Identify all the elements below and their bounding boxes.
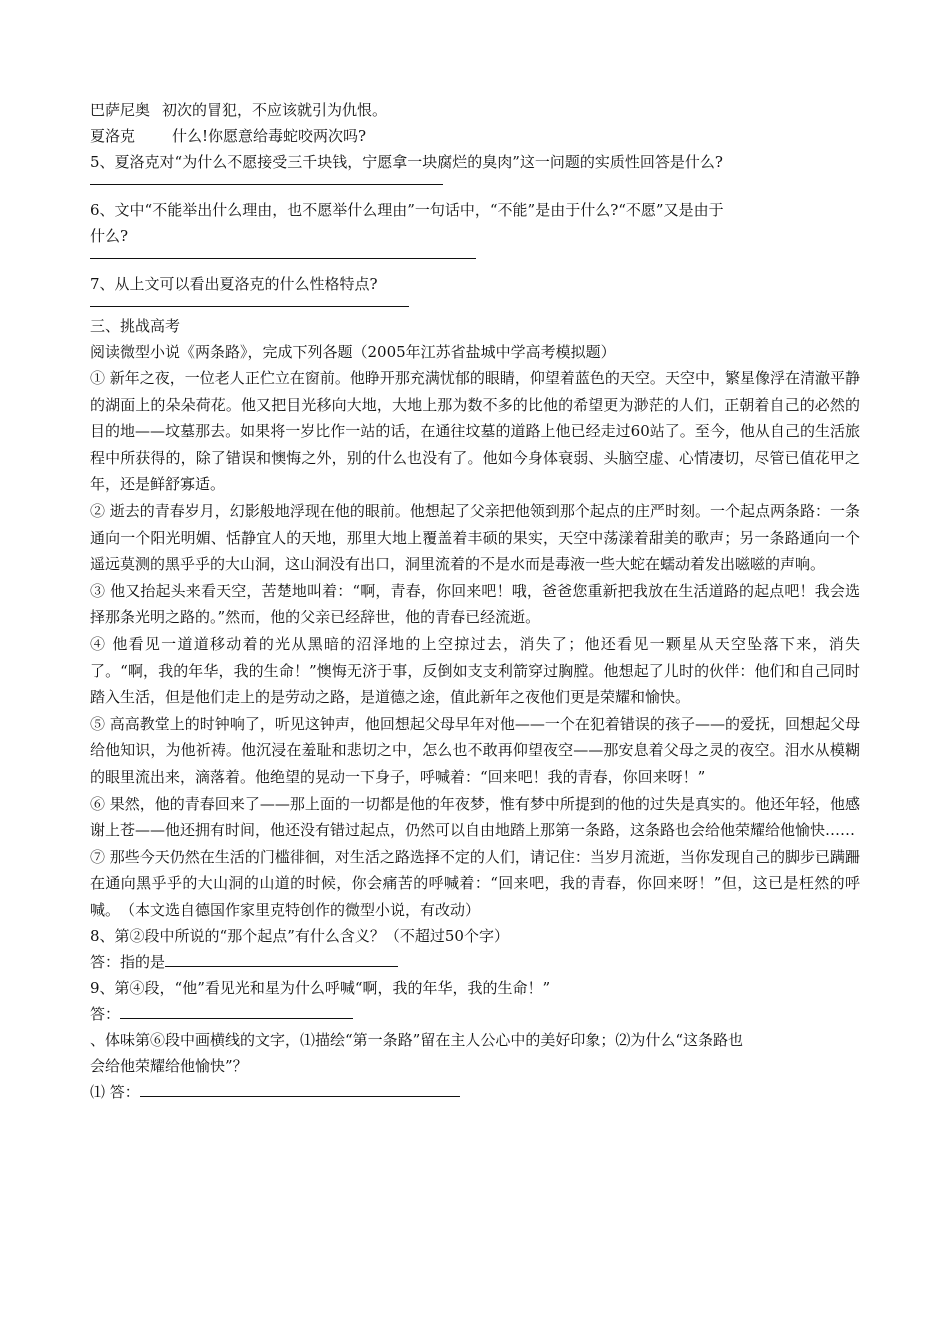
answer-prefix: 答：指的是 bbox=[90, 953, 166, 972]
dialogue-line-1 bbox=[90, 97, 860, 123]
section-title: 三、挑战高考 bbox=[90, 317, 181, 335]
question-10-line-1: 、体味第⑥段中画横线的文字，⑴描绘“第一条路”留在主人公心中的美好印象；⑵为什么“这条路也 bbox=[90, 1031, 744, 1050]
source-note: （本文选自德国作家里克特创作的微型小说，有改动） bbox=[127, 900, 481, 919]
question-6-line-1: 6、文中“不能举出什么理由，也不愿举什么理由”一句话中，“不能”是由于什么?“不愿”又是由于 bbox=[90, 201, 724, 219]
question-10-line-2: 会给他荣耀给他愉快”？ bbox=[90, 1057, 248, 1076]
paragraph-7-text: ⑦ 那些今天仍然在生活的门槛徘徊，对生活之路选择不定的人们，请记住：当岁月流逝，当你发现自己的脚步已蹒跚在通向黑乎乎的大山洞的山道的时候，你会痛苦的呼喊着：“回来吧，我的青春，你回来呀！”但，这已是枉然的呼喊。 bbox=[90, 847, 860, 919]
dialogue-text: 什么!你愿意给毒蛇咬两次吗? bbox=[172, 127, 367, 145]
speaker-name: 夏洛克 bbox=[90, 127, 136, 145]
dialogue-text: 初次的冒犯，不应该就引为仇恨。 bbox=[162, 101, 388, 119]
question-9: 9、第④段，“他”看见光和星为什么呼喊“啊，我的年华，我的生命！” bbox=[90, 979, 551, 998]
answer-line-q6[interactable] bbox=[90, 257, 476, 259]
answer-10 bbox=[90, 1079, 860, 1105]
paragraph-7 bbox=[90, 844, 860, 924]
question-5: 5、夏洛克对“为什么不愿接受三千块钱，宁愿拿一块腐烂的臭肉”这一问题的实质性回答是什么? bbox=[90, 153, 723, 171]
dialogue-line-2 bbox=[90, 123, 860, 149]
question-6-line-2: 什么? bbox=[90, 227, 129, 245]
answer-blank-q8[interactable] bbox=[165, 949, 398, 967]
question-8: 8、第②段中所说的“那个起点”有什么含义？（不超过50个字） bbox=[90, 927, 509, 946]
answer-line-q5[interactable] bbox=[90, 183, 443, 185]
document-page bbox=[90, 97, 860, 1105]
paragraph-1: ① 新年之夜，一位老人正伫立在窗前。他睁开那充满忧郁的眼睛，仰望着蓝色的天空。天空中，繁星像浮在清澈平静的湖面上的朵朵荷花。他又把目光移向大地，大地上那为数不多的比他的希望更为渺茫的人们，正朝着自己的必然的目的地——坟墓那去。如果将一岁比作一站的话，在通往坟墓的道路上他已经走过60站了。至今，他从自己的生活旅程中所获得的，除了错误和懊悔之外，别的什么也没有了。他如今身体衰弱、头脑空虚、心情凄切，尽管已值花甲之年，还是鲜舒寡适。 bbox=[90, 369, 860, 494]
question-7: 7、从上文可以看出夏洛克的什么性格特点? bbox=[90, 275, 378, 293]
paragraph-2: ② 逝去的青春岁月，幻影般地浮现在他的眼前。他想起了父亲把他领到那个起点的庄严时刻。一个起点两条路：一条通向一个阳光明媚、恬静宜人的天地，那里大地上覆盖着丰硕的果实，天空中荡漾着甜美的歌声；另一条路通向一个遥远莫测的黑乎乎的大山洞，这山洞没有出口，洞里流着的不是水而是毒液一些大蛇在蠕动着发出嗞嗞的声响。 bbox=[90, 501, 860, 574]
speaker-name: 巴萨尼奥 bbox=[90, 101, 151, 119]
answer-line-q7[interactable] bbox=[90, 305, 409, 307]
answer-8 bbox=[90, 949, 860, 975]
paragraph-5: ⑤ 高高教堂上的时钟响了，听见这钟声，他回想起父母早年对他——一个在犯着错误的孩子——的爱抚，回想起父母给他知识，为他祈祷。他沉浸在羞耻和悲切之中，怎么也不敢再仰望夜空——那安息着父母之灵的夜空。泪水从模糊的眼里流出来，滴落着。他绝望的晃动一下身子，呼喊着：“回来吧！我的青春，你回来呀！” bbox=[90, 714, 860, 786]
answer-prefix: 答： bbox=[90, 1005, 121, 1024]
paragraph-6: ⑥ 果然，他的青春回来了——那上面的一切都是他的年夜梦，惟有梦中所提到的他的过失是真实的。他还年轻，他感谢上苍——他还拥有时间，他还没有错过起点，仍然可以自由地踏上那第一条路，这条路也会给他荣耀给他愉快…… bbox=[90, 794, 860, 840]
paragraph-4: ④ 他看见一道道移动着的光从黑暗的沼泽地的上空掠过去，消失了；他还看见一颗星从天空坠落下来，消失了。“啊，我的年华，我的生命！”懊悔无济于事，反倒如支支利箭穿过胸膛。他想起了儿时的伙伴：他们和自己同时踏入生活，但是他们走上的是劳动之路，是道德之途，值此新年之夜他们更是荣耀和愉快。 bbox=[90, 634, 860, 707]
answer-prefix: ⑴ 答： bbox=[90, 1083, 140, 1102]
answer-9 bbox=[90, 1001, 860, 1027]
paragraph-3: ③ 他又抬起头来看天空，苦楚地叫着：“啊，青春，你回来吧！哦，爸爸您重新把我放在生活道路的起点吧！我会选择那条光明之路的。”然而，他的父亲已经辞世，他的青春已经流逝。 bbox=[90, 581, 860, 627]
answer-blank-q9[interactable] bbox=[120, 1001, 353, 1019]
reading-intro: 阅读微型小说《两条路》，完成下列各题（2005年江苏省盐城中学高考模拟题） bbox=[90, 343, 616, 361]
answer-blank-q10[interactable] bbox=[140, 1079, 460, 1097]
